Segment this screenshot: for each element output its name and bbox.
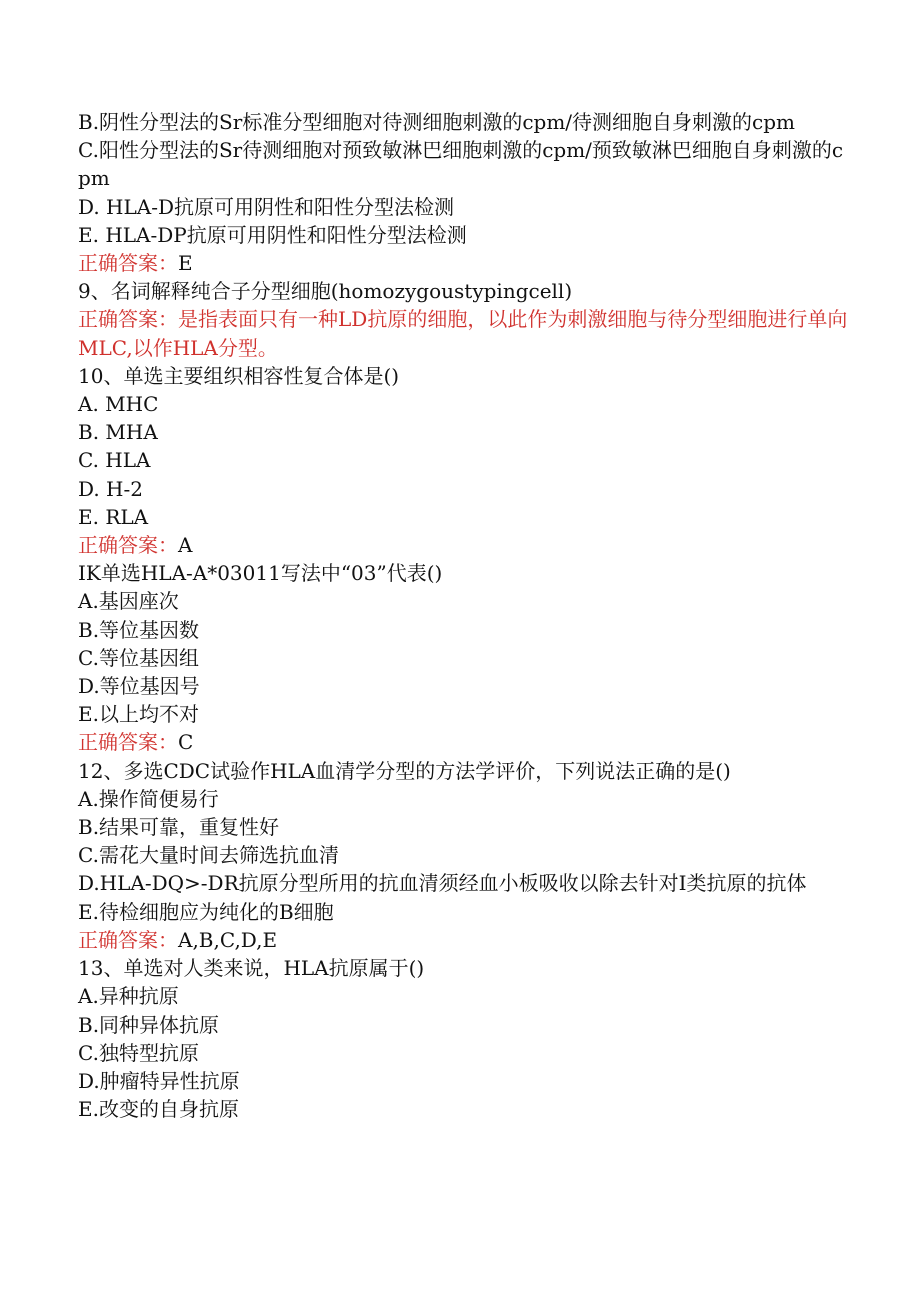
option-b: B.阴性分型法的Sr标准分型细胞对待测细胞刺激的cpm/待测细胞自身刺激的cpm bbox=[78, 110, 795, 134]
option-d: D. HLA-D抗原可用阴性和阳性分型法检测 bbox=[78, 194, 454, 219]
question-stem: 12、多选CDC试验作HLA血清学分型的方法学评价，下列说法正确的是() bbox=[78, 758, 731, 783]
document-page bbox=[78, 108, 848, 1123]
answer-value: C bbox=[178, 730, 194, 755]
option-a: A. MHC bbox=[78, 392, 159, 417]
option-c: C.等位基因组 bbox=[78, 645, 199, 670]
option-e: E.改变的自身抗原 bbox=[78, 1097, 239, 1122]
option-e: E. HLA-DP抗原可用阴性和阳性分型法检测 bbox=[78, 222, 467, 247]
question-stem: IK单选HLA-A*03011写法中“03”代表() bbox=[78, 561, 443, 586]
answer-line bbox=[78, 531, 848, 559]
answer-label: 正确答案： bbox=[78, 927, 178, 952]
answer-label: 正确答案： bbox=[78, 730, 178, 755]
option-c: C.独特型抗原 bbox=[78, 1040, 199, 1065]
option-b: B.结果可靠，重复性好 bbox=[78, 815, 280, 840]
option-b: B.同种异体抗原 bbox=[78, 1012, 220, 1037]
option-d: D.HLA-DQ>-DR抗原分型所用的抗血清须经血小板吸收以除去针对I类抗原的抗体 bbox=[78, 871, 807, 896]
answer-value: 是指表面只有一种LD抗原的细胞，以此作为刺激细胞与待分型细胞进行单向MLC,以作HLA分型。 bbox=[78, 307, 848, 360]
option-e: E.待检细胞应为纯化的B细胞 bbox=[78, 899, 334, 924]
option-d: D. H-2 bbox=[78, 476, 143, 501]
answer-value: E bbox=[178, 251, 193, 276]
option-e: E. RLA bbox=[78, 504, 149, 529]
answer-line bbox=[78, 728, 848, 756]
answer-line bbox=[78, 926, 848, 954]
option-c: C. HLA bbox=[78, 448, 151, 473]
answer-label: 正确答案： bbox=[78, 251, 178, 276]
answer-label: 正确答案： bbox=[78, 533, 178, 558]
option-a: A.操作简便易行 bbox=[78, 786, 219, 811]
question-stem: 13、单选对人类来说，HLA抗原属于() bbox=[78, 956, 425, 981]
option-c: C.阳性分型法的Sr待测细胞对预致敏淋巴细胞刺激的cpm/预致敏淋巴细胞自身刺激的cpm bbox=[78, 138, 844, 191]
option-c: C.需花大量时间去筛选抗血清 bbox=[78, 843, 339, 868]
answer-value: A bbox=[178, 533, 193, 558]
question-stem: 10、单选主要组织相容性复合体是() bbox=[78, 363, 400, 388]
answer-line bbox=[78, 249, 848, 277]
answer-line bbox=[78, 305, 848, 361]
answer-value: A,B,C,D,E bbox=[178, 927, 278, 952]
option-a: A.异种抗原 bbox=[78, 984, 179, 1009]
question-stem: 9、名词解释纯合子分型细胞(homozygoustypingcell) bbox=[78, 279, 573, 304]
option-d: D.等位基因号 bbox=[78, 674, 200, 699]
option-b: B. MHA bbox=[78, 420, 158, 445]
answer-label: 正确答案： bbox=[78, 307, 178, 332]
option-b: B.等位基因数 bbox=[78, 617, 200, 642]
option-a: A.基因座次 bbox=[78, 589, 179, 614]
option-d: D.肿瘤特异性抗原 bbox=[78, 1068, 240, 1093]
option-e: E.以上均不对 bbox=[78, 702, 199, 727]
